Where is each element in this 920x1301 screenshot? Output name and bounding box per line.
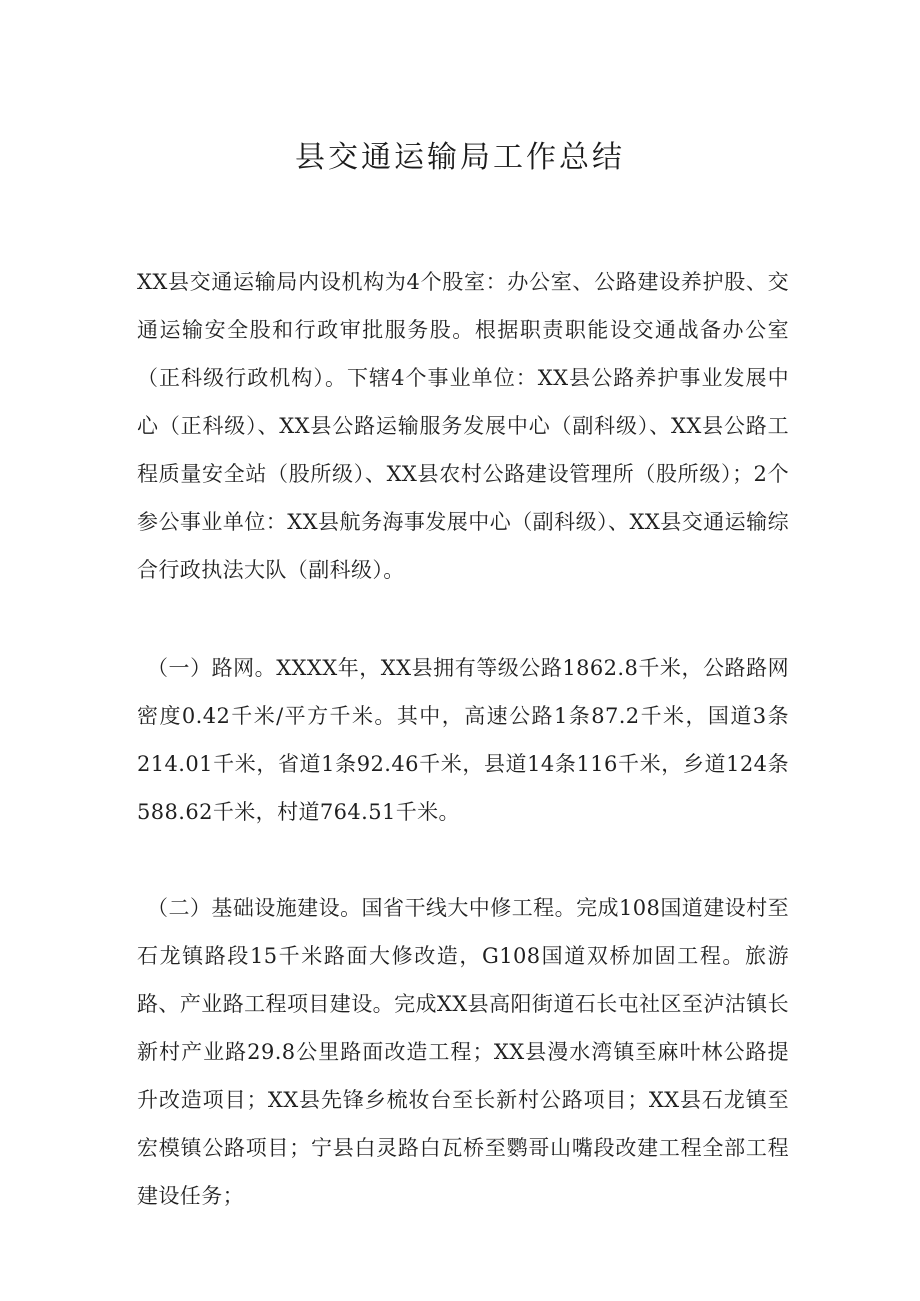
paragraph-road-network: （一）路网。XXXX年，XX县拥有等级公路1862.8千米，公路路网密度0.42千米/平方千米。其中，高速公路1条87.2千米，国道3条214.01千米，省道1条92.46千米，县道14条116千米，乡道124条588.62千米，村道764.51千米。 — [137, 656, 789, 824]
paragraph-organization: XX县交通运输局内设机构为4个股室：办公室、公路建设养护股、交通运输安全股和行政审批服务股。根据职责职能设交通战备办公室（正科级行政机构）。下辖4个事业单位：XX县公路养护事业发展中心（正科级）、XX县公路运输服务发展中心（副科级）、XX县公路工程质量安全站（股所级）、XX县农村公路建设管理所（股所级）；2个参公事业单位：XX县航务海事发展中心（副科级）、XX县交通运输综合行政执法大队（副科级）。 — [137, 270, 789, 582]
document-title: 县交通运输局工作总结 — [295, 140, 625, 175]
paragraph-infrastructure: （二）基础设施建设。国省干线大中修工程。完成108国道建设村至石龙镇路段15千米路面大修改造，G108国道双桥加固工程。旅游路、产业路工程项目建设。完成XX县高阳街道石长屯社区至泸沽镇长新村产业路29.8公里路面改造工程；XX县漫水湾镇至麻叶林公路提升改造项目；XX县先锋乡梳妆台至长新村公路项目；XX县石龙镇至宏模镇公路项目；宁县白灵路白瓦桥至鹦哥山嘴段改建工程全部工程建设任务； — [137, 896, 789, 1208]
